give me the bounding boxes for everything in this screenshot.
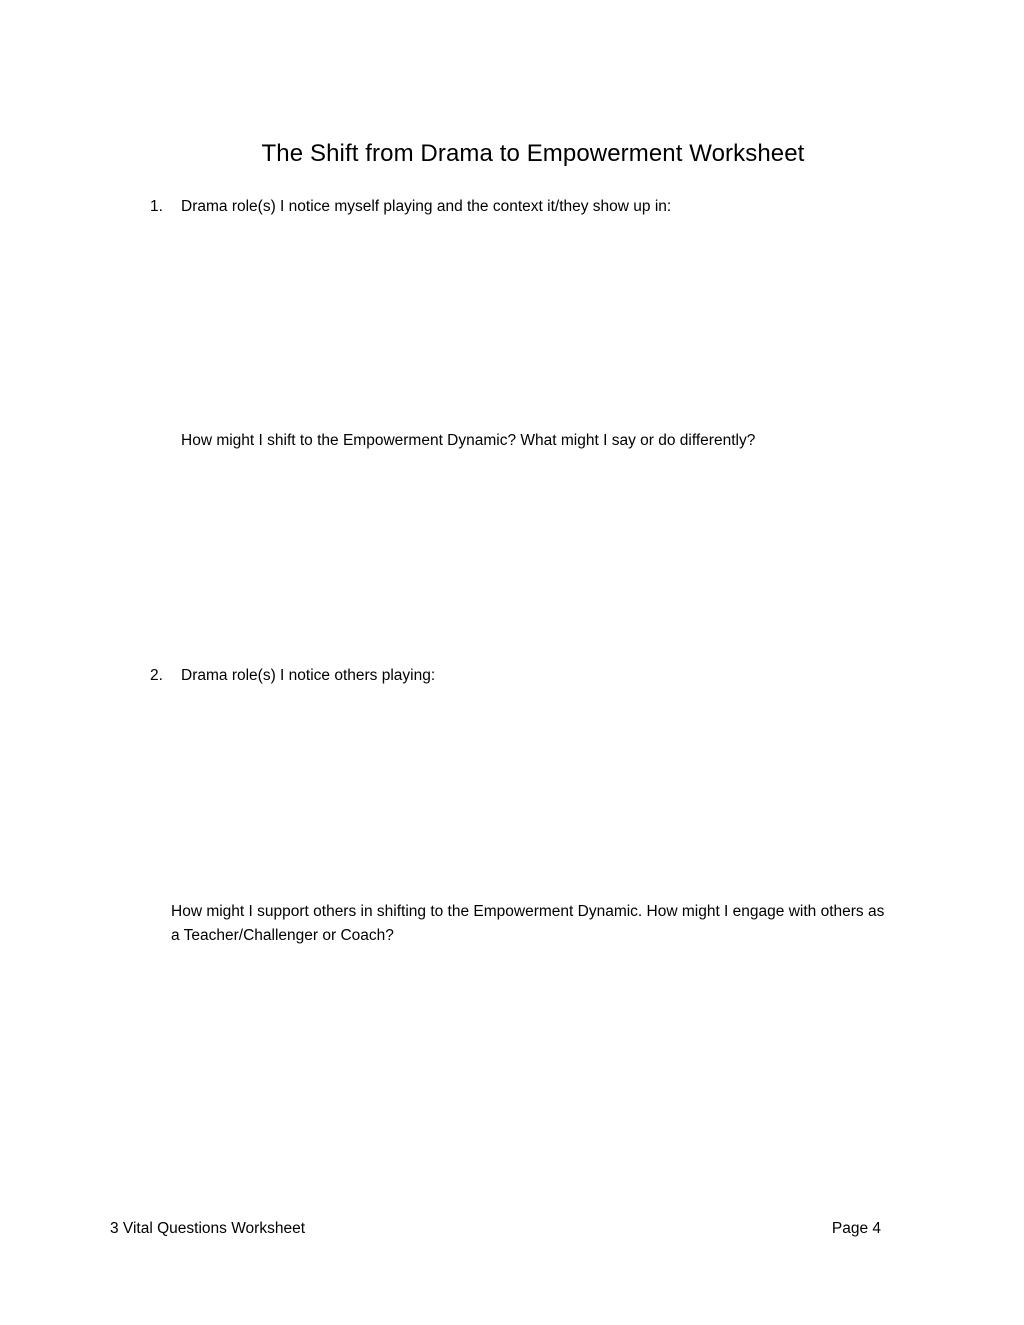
question-1-number: 1. <box>150 198 163 215</box>
question-2-followup: How might I support others in shifting to the Empowerment Dynamic. How might I engage with others as a Teacher/Challenger or Coach? <box>171 903 885 944</box>
question-1-text: Drama role(s) I notice myself playing and the context it/they show up in: <box>181 198 672 215</box>
footer-page-number: Page 4 <box>831 1220 881 1237</box>
question-2-number: 2. <box>150 667 163 684</box>
question-1-followup: How might I shift to the Empowerment Dynamic? What might I say or do differently? <box>181 432 756 449</box>
footer-document-name: 3 Vital Questions Worksheet <box>110 1220 305 1237</box>
page-title: The Shift from Drama to Empowerment Worksheet <box>261 140 805 167</box>
question-2-text: Drama role(s) I notice others playing: <box>181 667 436 684</box>
